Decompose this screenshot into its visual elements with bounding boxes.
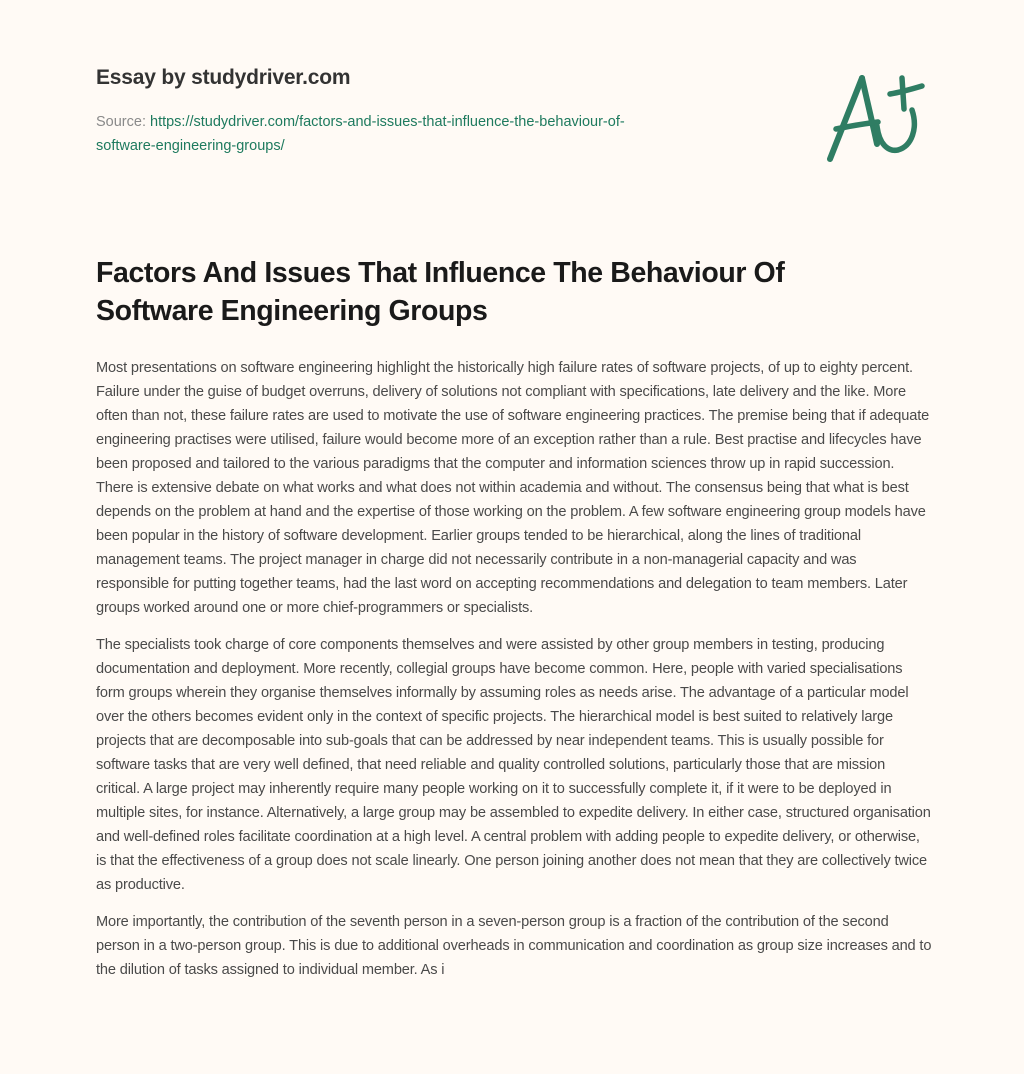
source-link-line1: https://studydriver.com/factors-and-issues-that-influence-the-behaviour-of- (150, 114, 625, 130)
paragraph: The specialists took charge of core components themselves and were assisted by other group members in testing, producing documentation and deployment. More recently, collegial groups have become common. Here, people with varied specialisations form groups wherein they organise themselves informally by assuming roles as needs arise. The advantage of a particular model over the others becomes evident only in the context of specific projects. The hierarchical model is best suited to relatively large projects that are decomposable into sub-goals that can be addressed by near independent teams. This is usually possible for software tasks that are very well defined, that need reliable and quality controlled solutions, particularly those that are mission critical. A large project may inherently require many people working on it to successfully complete it, if it were to be deployed in multiple sites, for instance. Alternatively, a large group may be assembled to expedite delivery. In either case, structured organisation and well-defined roles facilitate coordination at a high level. A central problem with adding people to expedite delivery, or otherwise, is that the effectiveness of a group does not scale linearly. One person joining another does not mean that they are collectively twice as productive. (96, 637, 931, 893)
source-label: Source: (96, 114, 150, 130)
site-title: Essay by studydriver.com (96, 66, 351, 89)
page-header (96, 64, 776, 158)
source-link-line2: software-engineering-groups/ (96, 138, 285, 154)
paragraph: Most presentations on software engineering highlight the historically high failure rates of software projects, of up to eighty percent. Failure under the guise of budget overruns, delivery of solutions not compliant with specifications, late delivery and the like. More often than not, these failure rates are used to motivate the use of software engineering practices. The premise being that if adequate engineering practises were utilised, failure would become more of an exception rather than a rule. Best practise and lifecycles have been proposed and tailored to the various paradigms that the computer and information sciences throw up in rapid succession. There is extensive debate on what works and what does not within academia and without. The consensus being that what is best depends on the problem at hand and the expertise of those working on the problem. A few software engineering group models have been popular in the history of software development. Earlier groups tended to be hierarchical, along the lines of traditional management teams. The project manager in charge did not necessarily contribute in a non-managerial capacity and was responsible for putting together teams, had the last word on accepting recommendations and delegation to team members. Later groups worked around one or more chief-programmers or specialists. (96, 360, 930, 616)
a-plus-grade-icon (822, 66, 932, 166)
article-title: Factors And Issues That Influence The Behaviour Of Software Engineering Groups (96, 257, 785, 327)
source-line (96, 110, 776, 158)
article-body (96, 356, 932, 995)
source-link[interactable] (96, 114, 625, 154)
paragraph: More importantly, the contribution of the seventh person in a seven-person group is a fraction of the contribution of the second person in a two-person group. This is due to additional overheads in communication and coordination as group size increases and to the dilution of tasks assigned to individual member. As i (96, 914, 932, 978)
